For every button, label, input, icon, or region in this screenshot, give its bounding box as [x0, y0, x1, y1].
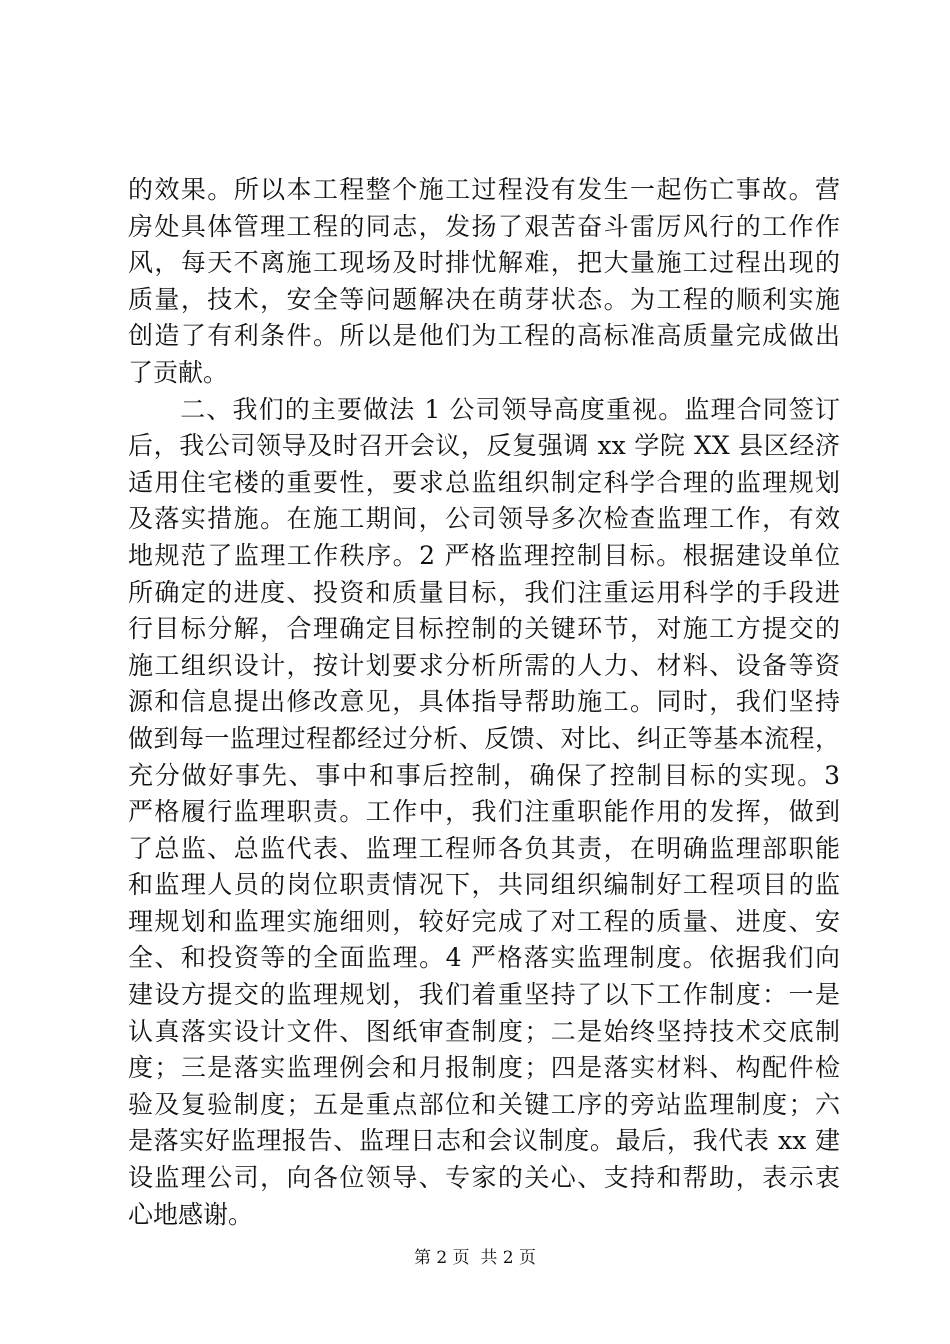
text-line: 做到每一监理过程都经过分析、反馈、对比、纠正等基本流程，: [128, 723, 840, 753]
body-text: [128, 172, 840, 1233]
text-line: 后，我公司领导及时召开会议，反复强调 xx 学院 XX 县区经济: [128, 431, 840, 461]
text-line: 适用住宅楼的重要性，要求总监组织制定科学合理的监理规划: [128, 467, 840, 497]
text-line: 是落实好监理报告、监理日志和会议制度。最后，我代表 xx 建: [128, 1126, 840, 1156]
text-line: 二、我们的主要做法 1 公司领导高度重视。监理合同签订: [128, 394, 840, 424]
text-line: 严格履行监理职责。工作中，我们注重职能作用的发挥，做到: [128, 797, 840, 827]
text-line: 验及复验制度；五是重点部位和关键工序的旁站监理制度；六: [128, 1089, 840, 1119]
text-line: 行目标分解，合理确定目标控制的关键环节，对施工方提交的: [128, 614, 840, 644]
text-line: 认真落实设计文件、图纸审查制度；二是始终坚持技术交底制: [128, 1016, 840, 1046]
text-line: 理规划和监理实施细则，较好完成了对工程的质量、进度、安: [128, 906, 840, 936]
text-line: 的效果。所以本工程整个施工过程没有发生一起伤亡事故。营: [128, 175, 840, 204]
text-line: 及落实措施。在施工期间，公司领导多次检查监理工作，有效: [128, 504, 840, 534]
text-line: 设监理公司，向各位领导、专家的关心、支持和帮助，表示衷: [128, 1163, 840, 1193]
text-line: 房处具体管理工程的同志，发扬了艰苦奋斗雷厉风行的工作作: [128, 211, 840, 241]
text-line: 创造了有利条件。所以是他们为工程的高标准高质量完成做出: [128, 321, 840, 351]
text-line: 了贡献。: [128, 357, 229, 387]
text-line: 了总监、总监代表、监理工程师各负其责，在明确监理部职能: [128, 833, 840, 863]
page-number-footer: 第 2 页 共 2 页: [413, 1248, 537, 1268]
text-line: 质量，技术，安全等问题解决在萌芽状态。为工程的顺利实施: [128, 284, 840, 314]
text-line: 源和信息提出修改意见，具体指导帮助施工。同时，我们坚持: [128, 687, 840, 717]
text-line: 施工组织设计，按计划要求分析所需的人力、材料、设备等资: [128, 650, 840, 680]
text-line: 地规范了监理工作秩序。2 严格监理控制目标。根据建设单位: [128, 540, 840, 570]
text-line: 建设方提交的监理规划，我们着重坚持了以下工作制度：一是: [128, 980, 840, 1010]
text-line: 所确定的进度、投资和质量目标，我们注重运用科学的手段进: [128, 577, 840, 607]
text-line: 和监理人员的岗位职责情况下，共同组织编制好工程项目的监: [128, 870, 840, 900]
text-line: 心地感谢。: [128, 1199, 254, 1229]
text-line: 风，每天不离施工现场及时排忧解难，把大量施工过程出现的: [128, 248, 840, 278]
text-line: 充分做好事先、事中和事后控制，确保了控制目标的实现。3: [128, 760, 840, 790]
text-line: 全、和投资等的全面监理。4 严格落实监理制度。依据我们向: [128, 943, 840, 973]
text-line: 度；三是落实监理例会和月报制度；四是落实材料、构配件检: [128, 1053, 840, 1083]
